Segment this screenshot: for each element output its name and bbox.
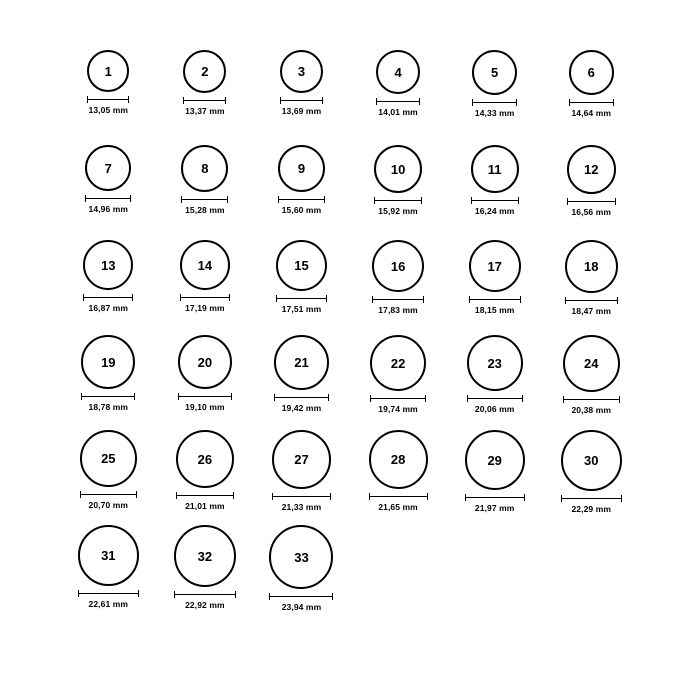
diameter-dimension-line — [280, 97, 323, 104]
ring-size-number: 28 — [390, 452, 406, 467]
ring-measure — [469, 296, 521, 315]
ring-circle — [181, 145, 228, 192]
ring-diameter-label: 20,70 mm — [88, 500, 129, 510]
ring-measure — [280, 97, 323, 116]
ring-diameter-label: 14,96 mm — [88, 204, 129, 214]
ring-size-number: 33 — [294, 549, 309, 565]
ring-size-cell[interactable] — [60, 145, 157, 240]
ring-measure — [376, 98, 420, 117]
ring-circle — [276, 240, 327, 291]
ring-measure — [272, 493, 331, 512]
ring-circle — [78, 525, 139, 586]
diameter-dimension-line — [563, 396, 620, 403]
ring-measure — [178, 393, 232, 412]
ring-circle — [372, 240, 424, 292]
diameter-dimension-line — [369, 493, 428, 500]
ring-size-number: 7 — [104, 160, 112, 176]
ring-size-cell[interactable] — [60, 50, 157, 145]
ring-diameter-label: 22,92 mm — [185, 600, 225, 610]
ring-measure — [472, 99, 517, 118]
ring-size-cell[interactable] — [157, 430, 254, 525]
ring-size-cell[interactable] — [253, 50, 350, 145]
diameter-dimension-line — [272, 493, 331, 500]
diameter-dimension-line — [472, 99, 517, 106]
ring-measure — [85, 195, 131, 214]
diameter-dimension-line — [183, 97, 226, 104]
ring-size-cell[interactable] — [446, 430, 543, 525]
ring-size-cell[interactable] — [157, 335, 254, 430]
ring-circle — [81, 335, 135, 389]
ring-diameter-label: 21,65 mm — [378, 502, 418, 512]
ring-diameter-label: 15,28 mm — [185, 205, 225, 215]
ring-circle — [269, 525, 333, 589]
ring-measure — [278, 196, 325, 215]
ring-measure — [374, 197, 422, 216]
ring-size-cell[interactable] — [543, 335, 640, 430]
ring-size-cell[interactable] — [350, 50, 447, 145]
diameter-dimension-line — [370, 395, 426, 402]
ring-size-cell[interactable] — [543, 240, 640, 335]
ring-size-number: 29 — [487, 452, 502, 468]
ring-size-cell[interactable] — [446, 335, 543, 430]
ring-size-cell[interactable] — [253, 335, 350, 430]
ring-size-number: 31 — [101, 548, 116, 563]
diameter-dimension-line — [87, 96, 129, 103]
ring-diameter-label: 16,24 mm — [474, 206, 515, 216]
ring-size-number: 10 — [390, 161, 406, 177]
ring-circle — [183, 50, 226, 93]
diameter-dimension-line — [274, 394, 329, 401]
ring-size-cell[interactable] — [543, 145, 640, 240]
ring-circle — [85, 145, 131, 191]
ring-size-number: 5 — [491, 65, 499, 80]
ring-measure — [174, 591, 236, 610]
ring-diameter-label: 14,33 mm — [474, 108, 515, 118]
ring-measure — [87, 96, 129, 115]
ring-size-cell[interactable] — [350, 335, 447, 430]
ring-diameter-label: 23,94 mm — [281, 602, 322, 612]
ring-size-number: 18 — [584, 259, 599, 274]
diameter-dimension-line — [565, 297, 618, 304]
ring-circle — [178, 335, 232, 389]
diameter-dimension-line — [376, 98, 420, 105]
diameter-dimension-line — [181, 196, 228, 203]
ring-size-number: 24 — [584, 356, 599, 371]
ring-size-cell[interactable] — [446, 240, 543, 335]
ring-measure — [569, 99, 614, 118]
ring-diameter-label: 19,10 mm — [185, 402, 225, 412]
ring-size-cell[interactable] — [253, 430, 350, 525]
ring-measure — [83, 294, 133, 313]
ring-size-number: 15 — [294, 258, 309, 273]
ring-measure — [269, 593, 333, 612]
ring-circle — [369, 430, 428, 489]
ring-size-number: 26 — [197, 451, 213, 467]
diameter-dimension-line — [467, 395, 523, 402]
ring-size-cell[interactable] — [543, 50, 640, 145]
ring-size-number: 30 — [584, 453, 599, 468]
diameter-dimension-line — [176, 492, 234, 499]
diameter-dimension-line — [81, 393, 135, 400]
ring-size-cell[interactable] — [350, 145, 447, 240]
diameter-dimension-line — [83, 294, 133, 301]
diameter-dimension-line — [80, 491, 137, 498]
ring-measure — [274, 394, 329, 413]
ring-measure — [563, 396, 620, 415]
ring-measure — [181, 196, 228, 215]
ring-diameter-label: 17,19 mm — [185, 303, 225, 313]
ring-diameter-label: 16,87 mm — [88, 303, 129, 313]
ring-circle — [471, 145, 519, 193]
ring-circle — [180, 240, 230, 290]
ring-size-cell[interactable] — [157, 145, 254, 240]
ring-size-number: 14 — [197, 257, 213, 273]
diameter-dimension-line — [569, 99, 614, 106]
ring-size-number: 16 — [390, 258, 406, 274]
ring-diameter-label: 13,05 mm — [88, 105, 129, 115]
ring-size-number: 3 — [297, 64, 306, 79]
ring-diameter-label: 14,64 mm — [571, 108, 612, 118]
ring-measure — [465, 494, 525, 513]
ring-size-cell[interactable] — [253, 525, 350, 620]
ring-size-number: 9 — [297, 161, 306, 176]
ring-size-cell[interactable] — [60, 240, 157, 335]
ring-size-number: 19 — [101, 354, 116, 370]
ring-circle — [567, 145, 616, 194]
diameter-dimension-line — [471, 197, 519, 204]
ring-measure — [80, 491, 137, 510]
ring-measure — [471, 197, 519, 216]
ring-diameter-label: 22,61 mm — [88, 599, 129, 609]
ring-diameter-label: 15,60 mm — [281, 205, 322, 215]
ring-measure — [180, 294, 230, 313]
ring-size-grid — [60, 50, 640, 620]
ring-measure — [565, 297, 618, 316]
ring-measure — [81, 393, 135, 412]
ring-measure — [372, 296, 424, 315]
ring-diameter-label: 18,47 mm — [571, 306, 612, 316]
diameter-dimension-line — [174, 591, 236, 598]
diameter-dimension-line — [465, 494, 525, 501]
ring-circle — [278, 145, 325, 192]
ring-circle — [469, 240, 521, 292]
ring-measure — [370, 395, 426, 414]
ring-measure — [183, 97, 226, 116]
ring-size-number: 1 — [104, 63, 112, 79]
diameter-dimension-line — [567, 198, 616, 205]
ring-diameter-label: 18,15 mm — [474, 305, 515, 315]
ring-diameter-label: 20,06 mm — [474, 404, 515, 414]
ring-diameter-label: 17,51 mm — [281, 304, 322, 314]
ring-size-number: 25 — [101, 451, 116, 466]
ring-size-cell[interactable] — [157, 50, 254, 145]
ring-size-number: 13 — [101, 257, 116, 273]
ring-circle — [561, 430, 622, 491]
ring-size-number: 22 — [390, 355, 406, 371]
diameter-dimension-line — [372, 296, 424, 303]
diameter-dimension-line — [85, 195, 131, 202]
ring-circle — [376, 50, 420, 94]
ring-circle — [87, 50, 129, 92]
ring-measure — [567, 198, 616, 217]
ring-circle — [374, 145, 422, 193]
ring-measure — [78, 590, 139, 609]
ring-measure — [561, 495, 622, 514]
ring-circle — [563, 335, 620, 392]
ring-diameter-label: 16,56 mm — [571, 207, 612, 217]
ring-size-number: 8 — [201, 161, 209, 176]
ring-circle — [280, 50, 323, 93]
ring-circle — [83, 240, 133, 290]
ring-size-cell[interactable] — [60, 430, 157, 525]
ring-size-number: 11 — [487, 161, 502, 177]
ring-diameter-label: 15,92 mm — [378, 206, 418, 216]
ring-circle — [80, 430, 137, 487]
ring-measure — [176, 492, 234, 511]
ring-circle — [176, 430, 234, 488]
ring-diameter-label: 21,97 mm — [474, 503, 515, 513]
ring-circle — [467, 335, 523, 391]
ring-circle — [565, 240, 618, 293]
ring-size-cell[interactable] — [446, 50, 543, 145]
ring-size-cell[interactable] — [60, 335, 157, 430]
ring-size-cell[interactable] — [543, 430, 640, 525]
ring-size-number: 4 — [394, 64, 402, 80]
ring-diameter-label: 17,83 mm — [378, 305, 418, 315]
ring-circle — [370, 335, 426, 391]
ring-circle — [465, 430, 525, 490]
ring-diameter-label: 13,37 mm — [185, 106, 225, 116]
diameter-dimension-line — [78, 590, 139, 597]
ring-diameter-label: 20,38 mm — [571, 405, 612, 415]
diameter-dimension-line — [278, 196, 325, 203]
ring-size-number: 20 — [197, 354, 213, 370]
ring-diameter-label: 21,33 mm — [281, 502, 322, 512]
ring-circle — [472, 50, 517, 95]
ring-measure — [369, 493, 428, 512]
ring-circle — [174, 525, 236, 587]
diameter-dimension-line — [178, 393, 232, 400]
ring-size-cell[interactable] — [157, 525, 254, 620]
ring-size-number: 23 — [487, 355, 502, 371]
ring-diameter-label: 14,01 mm — [378, 107, 418, 117]
ring-size-cell[interactable] — [60, 525, 157, 620]
diameter-dimension-line — [180, 294, 230, 301]
ring-size-number: 12 — [584, 162, 599, 177]
ring-size-cell[interactable] — [253, 145, 350, 240]
ring-circle — [274, 335, 329, 390]
ring-size-number: 2 — [201, 64, 209, 79]
ring-diameter-label: 13,69 mm — [281, 106, 322, 116]
ring-diameter-label: 19,74 mm — [378, 404, 418, 414]
ring-size-number: 6 — [587, 65, 595, 80]
ring-diameter-label: 21,01 mm — [185, 501, 225, 511]
ring-size-number: 27 — [294, 452, 309, 467]
ring-size-cell[interactable] — [350, 430, 447, 525]
ring-circle — [569, 50, 614, 95]
ring-size-number: 17 — [487, 258, 502, 274]
diameter-dimension-line — [469, 296, 521, 303]
ring-measure — [276, 295, 327, 314]
ring-size-cell[interactable] — [350, 240, 447, 335]
diameter-dimension-line — [276, 295, 327, 302]
ring-size-cell[interactable] — [446, 145, 543, 240]
ring-measure — [467, 395, 523, 414]
ring-diameter-label: 18,78 mm — [88, 402, 129, 412]
ring-circle — [272, 430, 331, 489]
ring-diameter-label: 22,29 mm — [571, 504, 612, 514]
diameter-dimension-line — [374, 197, 422, 204]
ring-size-number: 21 — [294, 355, 309, 370]
ring-size-cell[interactable] — [253, 240, 350, 335]
ring-size-cell[interactable] — [157, 240, 254, 335]
diameter-dimension-line — [561, 495, 622, 502]
ring-size-number: 32 — [197, 548, 213, 564]
diameter-dimension-line — [269, 593, 333, 600]
ring-diameter-label: 19,42 mm — [281, 403, 322, 413]
